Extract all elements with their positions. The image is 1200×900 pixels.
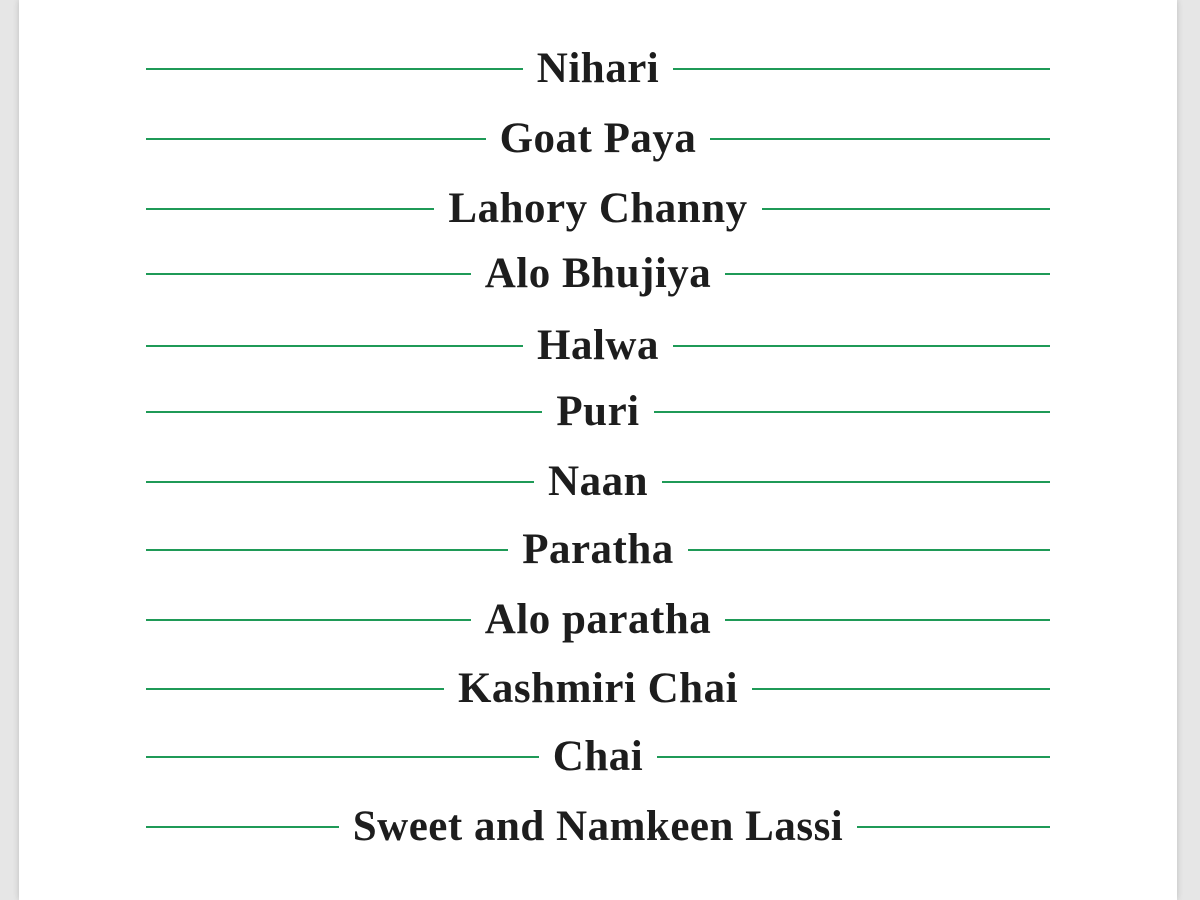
right-divider-line — [725, 273, 1050, 275]
menu-item-name: Alo paratha — [484, 596, 712, 643]
menu-item — [146, 659, 1050, 719]
right-divider-line — [725, 619, 1050, 621]
left-divider-line — [146, 138, 486, 140]
menu-page — [19, 0, 1177, 900]
left-divider-line — [146, 481, 534, 483]
left-divider-line — [146, 756, 539, 758]
left-divider-line — [146, 549, 508, 551]
right-divider-line — [688, 549, 1050, 551]
right-divider-line — [762, 208, 1050, 210]
menu-item-name: Halwa — [537, 322, 659, 369]
right-divider-line — [857, 826, 1050, 828]
left-divider-line — [146, 345, 523, 347]
menu-item-name: Sweet and Namkeen Lassi — [352, 803, 844, 850]
left-divider-line — [146, 273, 471, 275]
menu-item-name: Chai — [552, 733, 644, 780]
menu-item-name: Nihari — [536, 45, 660, 92]
right-divider-line — [662, 481, 1050, 483]
menu-item-name: Puri — [556, 388, 640, 435]
menu-item-name: Alo Bhujiya — [484, 250, 712, 297]
menu-item-name: Lahory Channy — [448, 185, 748, 232]
left-divider-line — [146, 619, 471, 621]
right-divider-line — [673, 68, 1050, 70]
menu-item — [146, 520, 1050, 580]
left-divider-line — [146, 68, 523, 70]
menu-item — [146, 179, 1050, 239]
menu-item — [146, 39, 1050, 99]
left-divider-line — [146, 411, 542, 413]
right-divider-line — [673, 345, 1050, 347]
menu-item — [146, 316, 1050, 376]
menu-item — [146, 109, 1050, 169]
menu-item — [146, 590, 1050, 650]
left-divider-line — [146, 208, 434, 210]
menu-item — [146, 382, 1050, 442]
menu-item — [146, 244, 1050, 304]
left-divider-line — [146, 688, 444, 690]
menu-item-name: Paratha — [522, 526, 674, 573]
menu-item — [146, 452, 1050, 512]
menu-item-name: Kashmiri Chai — [457, 665, 739, 712]
menu-item-name: Goat Paya — [499, 115, 697, 162]
right-divider-line — [657, 756, 1050, 758]
menu-item — [146, 727, 1050, 787]
menu-item-name: Naan — [548, 458, 648, 505]
menu-item — [146, 797, 1050, 857]
right-divider-line — [710, 138, 1050, 140]
left-divider-line — [146, 826, 339, 828]
menu-list — [19, 0, 1177, 900]
right-divider-line — [752, 688, 1050, 690]
right-divider-line — [654, 411, 1050, 413]
